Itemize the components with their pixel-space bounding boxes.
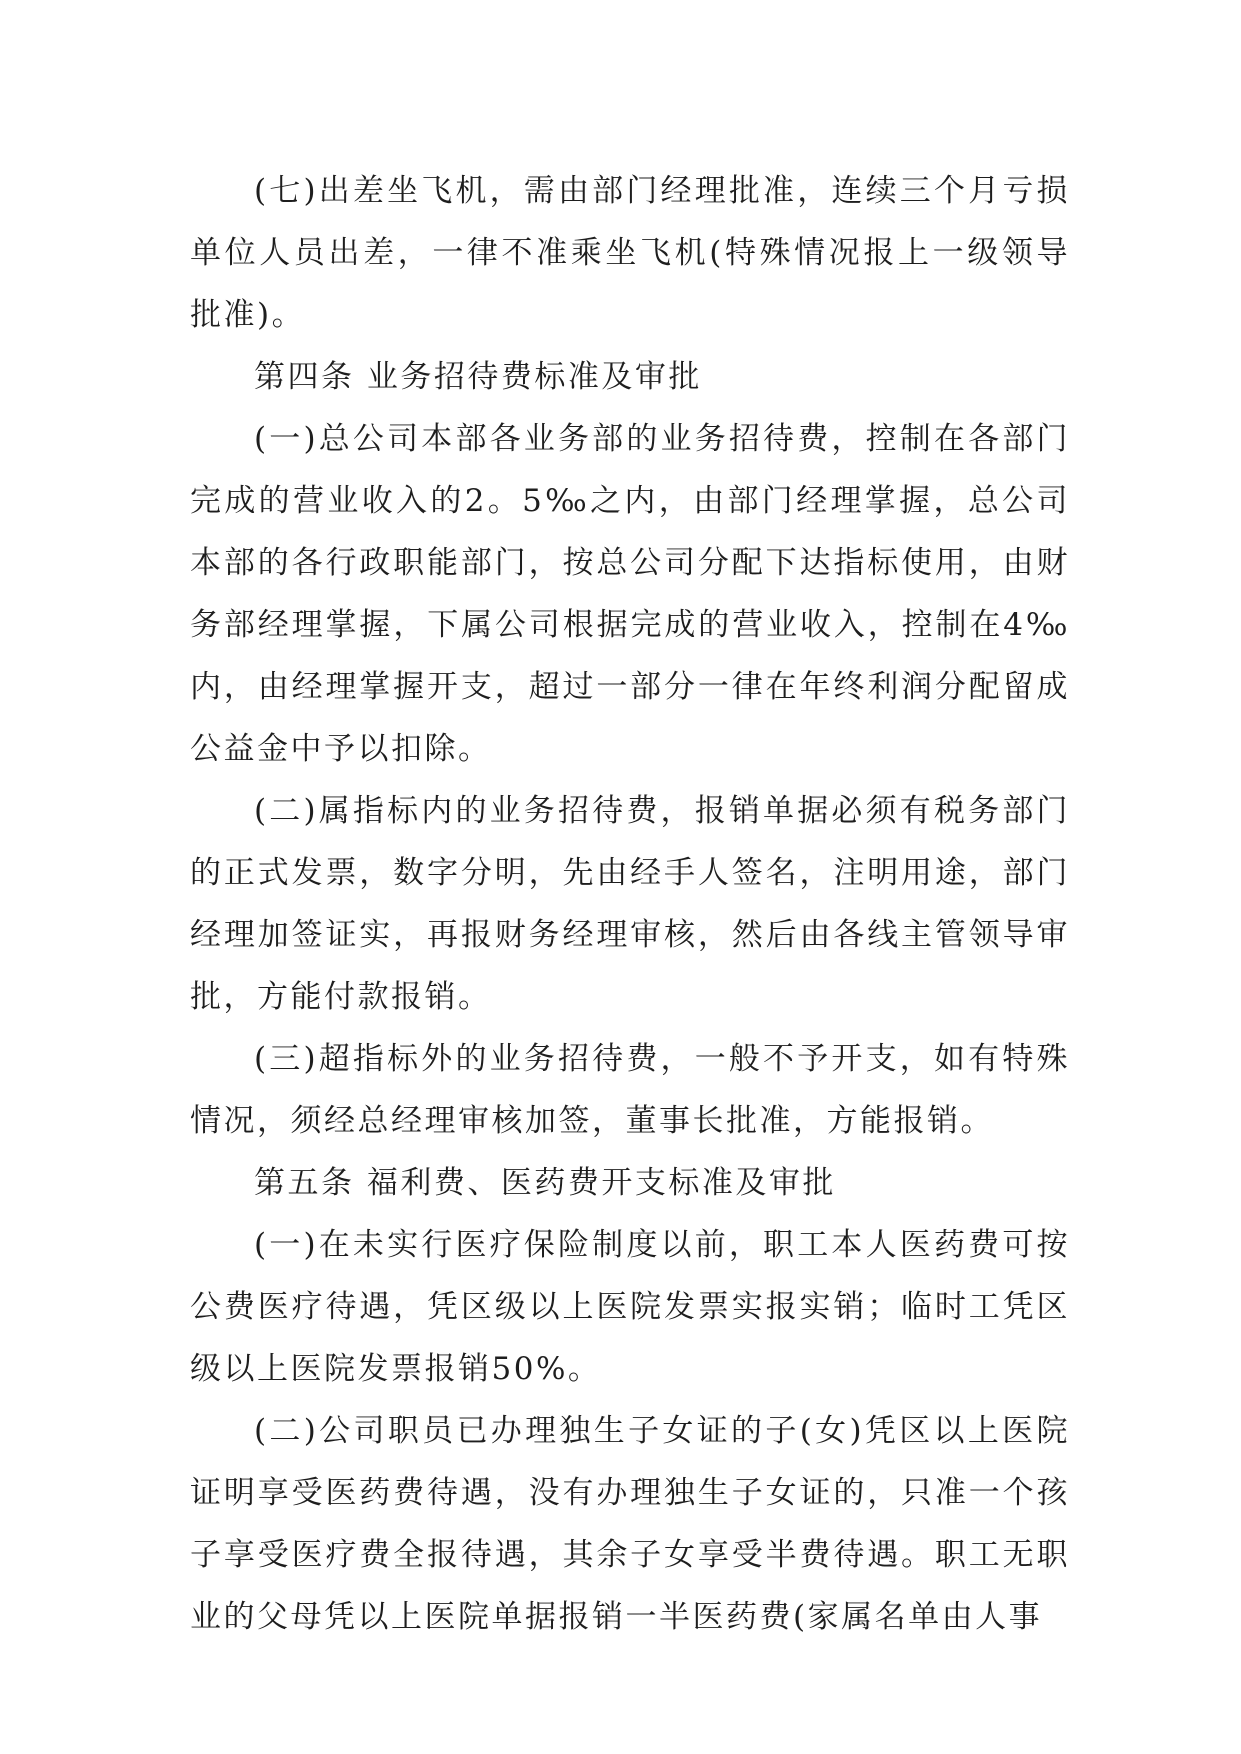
article-4-heading: 第四条 业务招待费标准及审批 xyxy=(254,359,702,395)
paragraph-entertainment-reimbursement: (二)属指标内的业务招待费，报销单据必须有税务部门的正式发票，数字分明，先由经手人签名，注明用途，部门经理加签证实，再报财务经理审核，然后由各线主管领导审批，方能付款报销。 xyxy=(190,793,1070,1015)
paragraph-travel-flight: (七)出差坐飞机，需由部门经理批准，连续三个月亏损单位人员出差，一律不准乘坐飞机(特殊情况报上一级领导批准)。 xyxy=(190,173,1070,333)
paragraph-entertainment-limit: (一)总公司本部各业务部的业务招待费，控制在各部门完成的营业收入的2。5‰之内，由部门经理掌握，总公司本部的各行政职能部门，按总公司分配下达指标使用，由财务部经理掌握，下属公司根据完成的营业收入，控制在4‰内，由经理掌握开支，超过一部分一律在年终利润分配留成公益金中予以扣除。 xyxy=(190,421,1070,767)
paragraph-medical-family: (二)公司职员已办理独生子女证的子(女)凭区以上医院证明享受医药费待遇，没有办理独生子女证的，只准一个孩子享受医疗费全报待遇，其余子女享受半费待遇。职工无职业的父母凭以上医院单据报销一半医药费(家属名单由人事 xyxy=(190,1413,1070,1635)
document-body xyxy=(190,160,1070,1648)
paragraph-entertainment-excess: (三)超指标外的业务招待费，一般不予开支，如有特殊情况，须经总经理审核加签，董事长批准，方能报销。 xyxy=(190,1041,1070,1139)
paragraph-medical-employee: (一)在未实行医疗保险制度以前，职工本人医药费可按公费医疗待遇，凭区级以上医院发票实报实销；临时工凭区级以上医院发票报销50%。 xyxy=(190,1227,1070,1387)
article-5-heading: 第五条 福利费、医药费开支标准及审批 xyxy=(254,1165,836,1201)
